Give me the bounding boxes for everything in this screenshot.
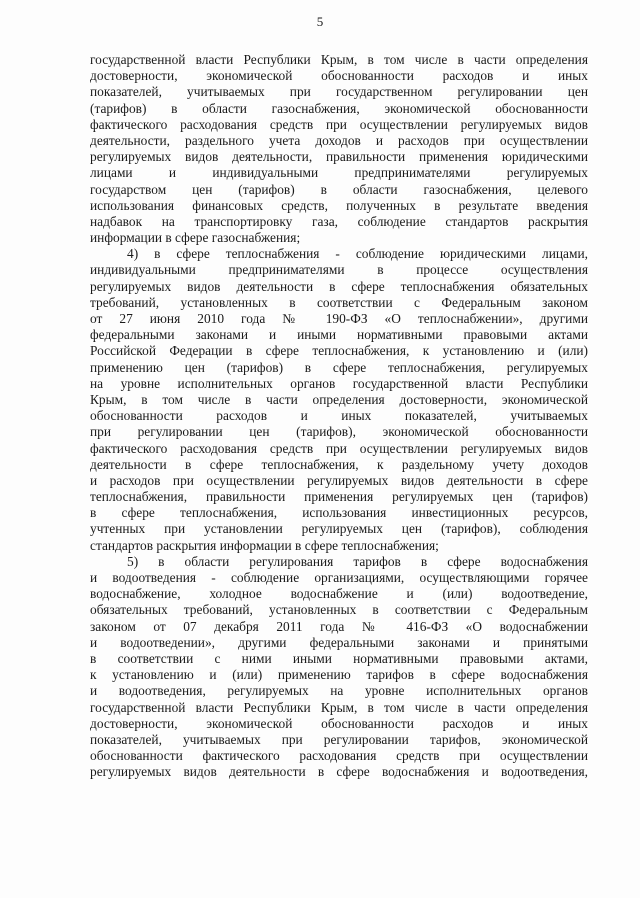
text-line: в соответствии с ними иными нормативными правовыми актами, xyxy=(90,650,588,666)
text-line: информации в сфере газоснабжения; xyxy=(90,230,301,246)
text-line: регулируемых видов деятельности, правильности применения юридическими xyxy=(90,149,588,165)
text-line: достоверности, экономической обоснованности расходов и иных xyxy=(90,68,588,84)
text-line: показателей, учитываемых при государственном регулировании цен xyxy=(90,84,588,100)
text-line: в сфере теплоснабжения, использования инвестиционных ресурсов, xyxy=(90,505,588,521)
text-line: индивидуальными предпринимателями в процессе осуществления xyxy=(90,262,588,278)
text-line: лицами и индивидуальными предпринимателями регулируемых xyxy=(90,165,588,181)
text-line: регулируемых видов деятельности в сфере водоснабжения и водоотведения, xyxy=(90,764,588,780)
text-line: и водоотведения, регулируемых на уровне исполнительных органов xyxy=(90,683,588,699)
text-line: теплоснабжения, правильности применения регулируемых цен (тарифов) xyxy=(90,489,588,505)
text-line: достоверности, экономической обоснованности расходов и иных xyxy=(90,715,588,731)
text-line: учтенных при установлении регулируемых цен (тарифов), соблюдения xyxy=(90,521,588,537)
text-line: к установлению и (или) применению тарифов в сфере водоснабжения xyxy=(90,667,588,683)
text-line: и расходов при осуществлении регулируемых видов деятельности в сфере xyxy=(90,472,588,488)
text-line: обоснованности фактического расходования средств при осуществлении xyxy=(90,748,588,764)
text-line: использования финансовых средств, полученных в результате введения xyxy=(90,197,588,213)
text-line: государственной власти Республики Крым, в том числе в части определения xyxy=(90,52,588,67)
text-line: федеральными законами и иными нормативными правовыми актами xyxy=(90,327,588,343)
text-line: на уровне исполнительных органов государственной власти Республики xyxy=(90,375,588,391)
text-line: фактического расходования средств при осуществлении регулируемых видов xyxy=(90,116,588,132)
text-line: требований, установленных в соответствии с Федеральным законом xyxy=(90,294,588,310)
text-line: деятельности в сфере теплоснабжения, к раздельному учету доходов xyxy=(90,456,588,472)
text-line: надбавок на транспортировку газа, соблюдение стандартов раскрытия xyxy=(90,213,588,229)
text-line: регулируемых видов деятельности в сфере теплоснабжения обязательных xyxy=(90,278,588,294)
text-line: государственной власти Республики Крым, в том числе в части определения xyxy=(90,699,588,715)
text-line: фактического расходования средств при осуществлении регулируемых видов xyxy=(90,440,588,456)
text-line: обоснованности расходов и иных показателей, учитываемых xyxy=(90,408,588,424)
text-line: при регулировании цен (тарифов), экономической обоснованности xyxy=(90,424,588,440)
text-line: (тарифов) в области газоснабжения, экономической обоснованности xyxy=(90,100,588,116)
text-line: 4) в сфере теплоснабжения - соблюдение юридическими лицами, xyxy=(127,246,588,262)
text-line: законом от 07 декабря 2011 года № 416-ФЗ «О водоснабжении xyxy=(90,618,588,634)
text-line: от 27 июня 2010 года № 190-ФЗ «О теплоснабжении», другими xyxy=(90,311,588,326)
text-line: применению цен (тарифов) в сфере теплоснабжения, регулируемых xyxy=(90,359,588,375)
page-number: 5 xyxy=(316,14,324,29)
text-line: государством цен (тарифов) в области газоснабжения, целевого xyxy=(90,181,588,197)
text-line: обязательных требований, установленных в соответствии с Федеральным xyxy=(90,602,588,618)
text-line: водоснабжение, холодное водоснабжение и (или) водоотведение, xyxy=(90,586,588,602)
text-line: деятельности, раздельного учета доходов и расходов при осуществлении xyxy=(90,132,588,148)
text-line: показателей, учитываемых при регулировании тарифов, экономической xyxy=(90,731,588,747)
document-body-text xyxy=(90,52,588,780)
text-line: и водоотведения - соблюдение организациями, осуществляющими горячее xyxy=(90,570,588,585)
text-line: и водоотведении», другими федеральными законами и принятыми xyxy=(90,634,588,650)
text-line: Крым, в том числе в части определения достоверности, экономической xyxy=(90,391,588,407)
text-line: 5) в области регулирования тарифов в сфере водоснабжения xyxy=(127,553,588,569)
text-line: Российской Федерации в сфере теплоснабжения, к установлению и (или) xyxy=(90,343,588,359)
text-line: стандартов раскрытия информации в сфере теплоснабжения; xyxy=(90,537,439,553)
